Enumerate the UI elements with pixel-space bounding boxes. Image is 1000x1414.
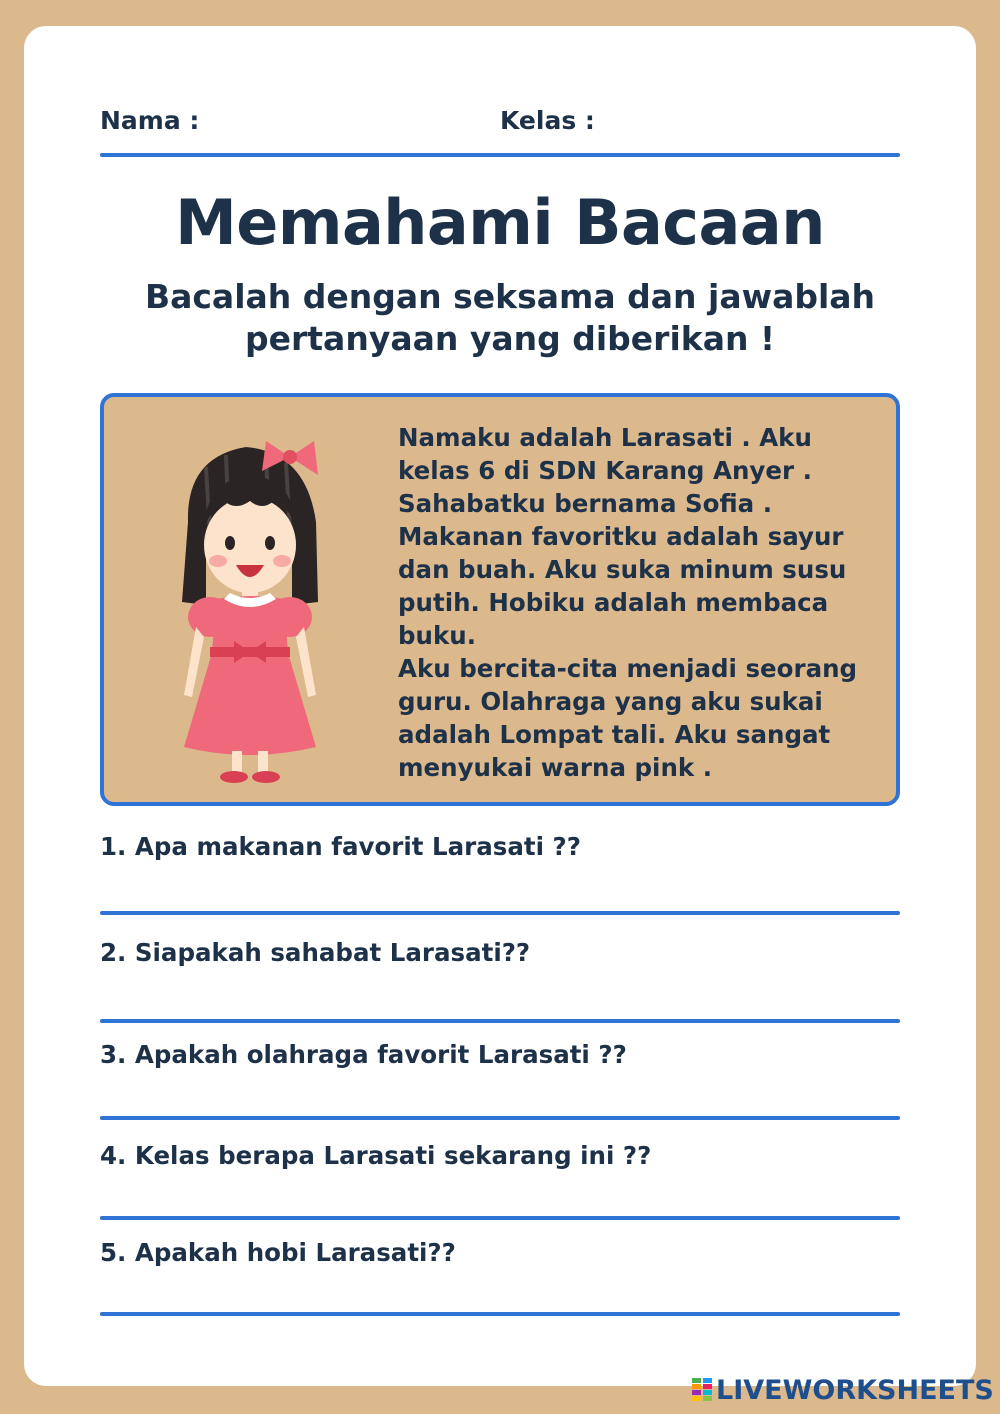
- question-1: 1. Apa makanan favorit Larasati ??: [100, 832, 581, 861]
- answer-line-2[interactable]: [100, 1019, 900, 1023]
- question-3: 3. Apakah olahraga favorit Larasati ??: [100, 1040, 627, 1069]
- page-title: Memahami Bacaan: [175, 186, 825, 259]
- name-label: Nama :: [100, 106, 200, 135]
- question-4: 4. Kelas berapa Larasati sekarang ini ??: [100, 1141, 652, 1170]
- passage-paragraph-1: Namaku adalah Larasati . Aku kelas 6 di SDN Karang Anyer . Sahabatku bernama Sofia . Makanan favoritku adalah sayur dan buah. Aku suka minum susu putih. Hobiku adalah membaca buku.: [398, 423, 847, 650]
- header-divider: [100, 153, 900, 157]
- liveworksheets-logo: [692, 1374, 994, 1406]
- class-label: Kelas :: [500, 106, 595, 135]
- passage-paragraph-2: Aku bercita-cita menjadi seorang guru. Olahraga yang aku sukai adalah Lompat tali. Aku sangat menyukai warna pink .: [398, 654, 858, 782]
- answer-line-5[interactable]: [100, 1312, 900, 1316]
- question-5: 5. Apakah hobi Larasati??: [100, 1238, 456, 1267]
- reading-passage-box: [100, 393, 900, 806]
- girl-illustration: [166, 427, 336, 787]
- reading-passage-text: [398, 421, 868, 784]
- instructions: Bacalah dengan seksama dan jawablah pertanyaan yang diberikan !: [144, 277, 876, 358]
- brand-name: LIVEWORKSHEETS: [716, 1374, 994, 1406]
- answer-line-1[interactable]: [100, 911, 900, 915]
- answer-line-4[interactable]: [100, 1216, 900, 1220]
- answer-line-3[interactable]: [100, 1116, 900, 1120]
- question-2: 2. Siapakah sahabat Larasati??: [100, 938, 531, 967]
- liveworksheets-logo-icon: [692, 1378, 712, 1402]
